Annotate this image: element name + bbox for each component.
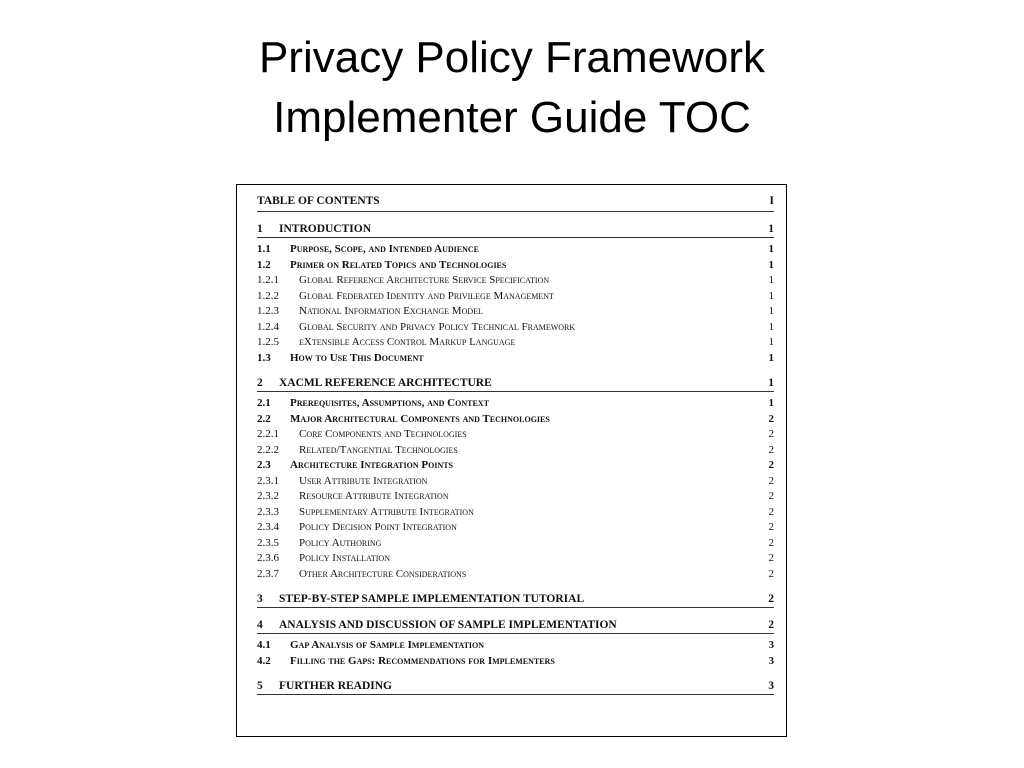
toc-entry-row [257, 551, 774, 567]
entry-number: 1.2 [257, 258, 271, 271]
chapter-title: XACML REFERENCE ARCHITECTURE [279, 377, 492, 389]
entry-title: Policy Installation [299, 552, 390, 564]
entry-number: 4.2 [257, 654, 271, 667]
entry-title: National Information Exchange Model [299, 305, 483, 317]
entry-title: Filling the Gaps: Recommendations for Implementers [290, 654, 555, 667]
entry-page: 1 [768, 305, 774, 317]
entry-number: 2.3 [257, 459, 271, 471]
toc-entry-row [257, 273, 774, 289]
entry-title: Policy Authoring [299, 536, 382, 549]
entry-number: 4.1 [257, 639, 271, 651]
chapter-number: 4 [257, 619, 263, 631]
entry-page: 2 [768, 443, 774, 456]
entry-title: User Attribute Integration [299, 474, 428, 487]
entry-title: Gap Analysis of Sample Implementation [290, 639, 485, 651]
entry-number: 2.3.6 [257, 552, 279, 564]
toc-entry-row [257, 536, 774, 552]
entry-title: Major Architectural Components and Technologies [290, 412, 550, 425]
entry-page: 1 [768, 258, 774, 271]
entry-page: 1 [768, 336, 774, 348]
entry-title: Supplementary Attribute Integration [299, 505, 474, 518]
chapter-number: 1 [257, 223, 263, 235]
entry-page: 3 [768, 654, 774, 667]
entry-number: 2.3.1 [257, 474, 279, 487]
toc-chapter-row [257, 591, 774, 608]
chapter-page: 1 [768, 223, 774, 235]
entry-number: 1.2.1 [257, 274, 279, 286]
entry-page: 2 [768, 552, 774, 564]
entry-number: 2.2.2 [257, 443, 279, 456]
entry-number: 2.3.2 [257, 490, 279, 502]
entry-page: 3 [768, 639, 774, 651]
toc-entry-row [257, 474, 774, 490]
toc-entry-row [257, 638, 774, 654]
entry-number: 1.2.5 [257, 336, 279, 348]
chapter-title: FURTHER READING [279, 680, 393, 692]
entry-number: 2.3.3 [257, 505, 279, 518]
entry-page: 2 [768, 428, 774, 440]
entry-number: 1.1 [257, 243, 271, 255]
toc-entry-row [257, 412, 774, 428]
entry-number: 2.3.7 [257, 567, 279, 580]
slide-title-line-2: Implementer Guide TOC [273, 93, 751, 142]
toc-entry-row [257, 443, 774, 459]
entry-number: 2.2 [257, 412, 271, 425]
entry-title: eXtensible Access Control Markup Language [299, 336, 516, 348]
toc-entry-row [257, 289, 774, 305]
toc-chapter-row [257, 617, 774, 634]
entry-page: 1 [768, 289, 774, 302]
chapter-number: 3 [257, 593, 263, 605]
toc-entry-row [257, 458, 774, 474]
toc-header [257, 195, 774, 212]
entry-page: 1 [768, 320, 774, 333]
entry-number: 1.2.3 [257, 305, 279, 317]
slide-title [0, 28, 1024, 148]
toc-entry-row [257, 335, 774, 351]
chapter-number: 5 [257, 680, 263, 692]
entry-page: 2 [768, 474, 774, 487]
entry-page: 1 [768, 243, 774, 255]
toc-entry-row [257, 567, 774, 583]
table-of-contents [257, 195, 774, 699]
chapter-page: 2 [768, 619, 774, 631]
entry-page: 1 [768, 397, 774, 409]
toc-chapter-row [257, 221, 774, 238]
toc-entry-row [257, 320, 774, 336]
slide-title-line-1: Privacy Policy Framework [258, 33, 766, 82]
toc-entry-row [257, 242, 774, 258]
toc-entry-row [257, 304, 774, 320]
entry-title: Other Architecture Considerations [299, 567, 467, 580]
toc-entry-row [257, 654, 774, 670]
entry-page: 2 [768, 459, 774, 471]
entry-title: Global Federated Identity and Privilege Management [299, 289, 554, 302]
toc-entry-row [257, 489, 774, 505]
entry-page: 2 [768, 521, 774, 533]
toc-image-frame [236, 184, 787, 737]
entry-page: 2 [768, 505, 774, 518]
entry-page: 2 [768, 536, 774, 549]
entry-title: Resource Attribute Integration [299, 490, 449, 502]
entry-number: 2.3.5 [257, 536, 279, 549]
entry-title: How to Use This Document [290, 351, 424, 364]
entry-page: 1 [768, 274, 774, 286]
entry-number: 1.2.4 [257, 320, 279, 333]
entry-number: 1.3 [257, 351, 271, 364]
entry-title: Global Reference Architecture Service Specification [299, 274, 550, 286]
entry-page: 2 [768, 412, 774, 425]
toc-entry-row [257, 520, 774, 536]
toc-chapter-row [257, 375, 774, 392]
entry-number: 1.2.2 [257, 289, 279, 302]
chapter-title: INTRODUCTION [279, 223, 372, 235]
toc-chapter-row [257, 678, 774, 695]
toc-header-page: I [769, 195, 774, 207]
entry-number: 2.3.4 [257, 521, 279, 533]
entry-title: Purpose, Scope, and Intended Audience [290, 243, 479, 255]
toc-entry-row [257, 351, 774, 367]
entry-page: 2 [768, 490, 774, 502]
entry-title: Architecture Integration Points [290, 459, 453, 471]
entry-title: Primer on Related Topics and Technologies [290, 258, 507, 271]
toc-entry-row [257, 258, 774, 274]
chapter-page: 3 [768, 680, 774, 692]
entry-title: Related/Tangential Technologies [299, 443, 458, 456]
toc-entry-row [257, 505, 774, 521]
toc-entry-row [257, 427, 774, 443]
entry-title: Prerequisites, Assumptions, and Context [290, 397, 489, 409]
chapter-title: STEP-BY-STEP SAMPLE IMPLEMENTATION TUTORIAL [279, 593, 585, 605]
toc-header-label: TABLE OF CONTENTS [257, 195, 380, 207]
toc-body [257, 221, 774, 695]
entry-title: Core Components and Technologies [299, 428, 467, 440]
entry-number: 2.2.1 [257, 428, 279, 440]
toc-entry-row [257, 396, 774, 412]
entry-page: 2 [768, 567, 774, 580]
entry-page: 1 [768, 351, 774, 364]
entry-number: 2.1 [257, 397, 271, 409]
chapter-page: 1 [768, 377, 774, 389]
chapter-title: ANALYSIS AND DISCUSSION OF SAMPLE IMPLEMENTATION [279, 619, 617, 631]
entry-title: Global Security and Privacy Policy Technical Framework [299, 320, 576, 333]
chapter-page: 2 [768, 593, 774, 605]
chapter-number: 2 [257, 377, 263, 389]
entry-title: Policy Decision Point Integration [299, 521, 457, 533]
